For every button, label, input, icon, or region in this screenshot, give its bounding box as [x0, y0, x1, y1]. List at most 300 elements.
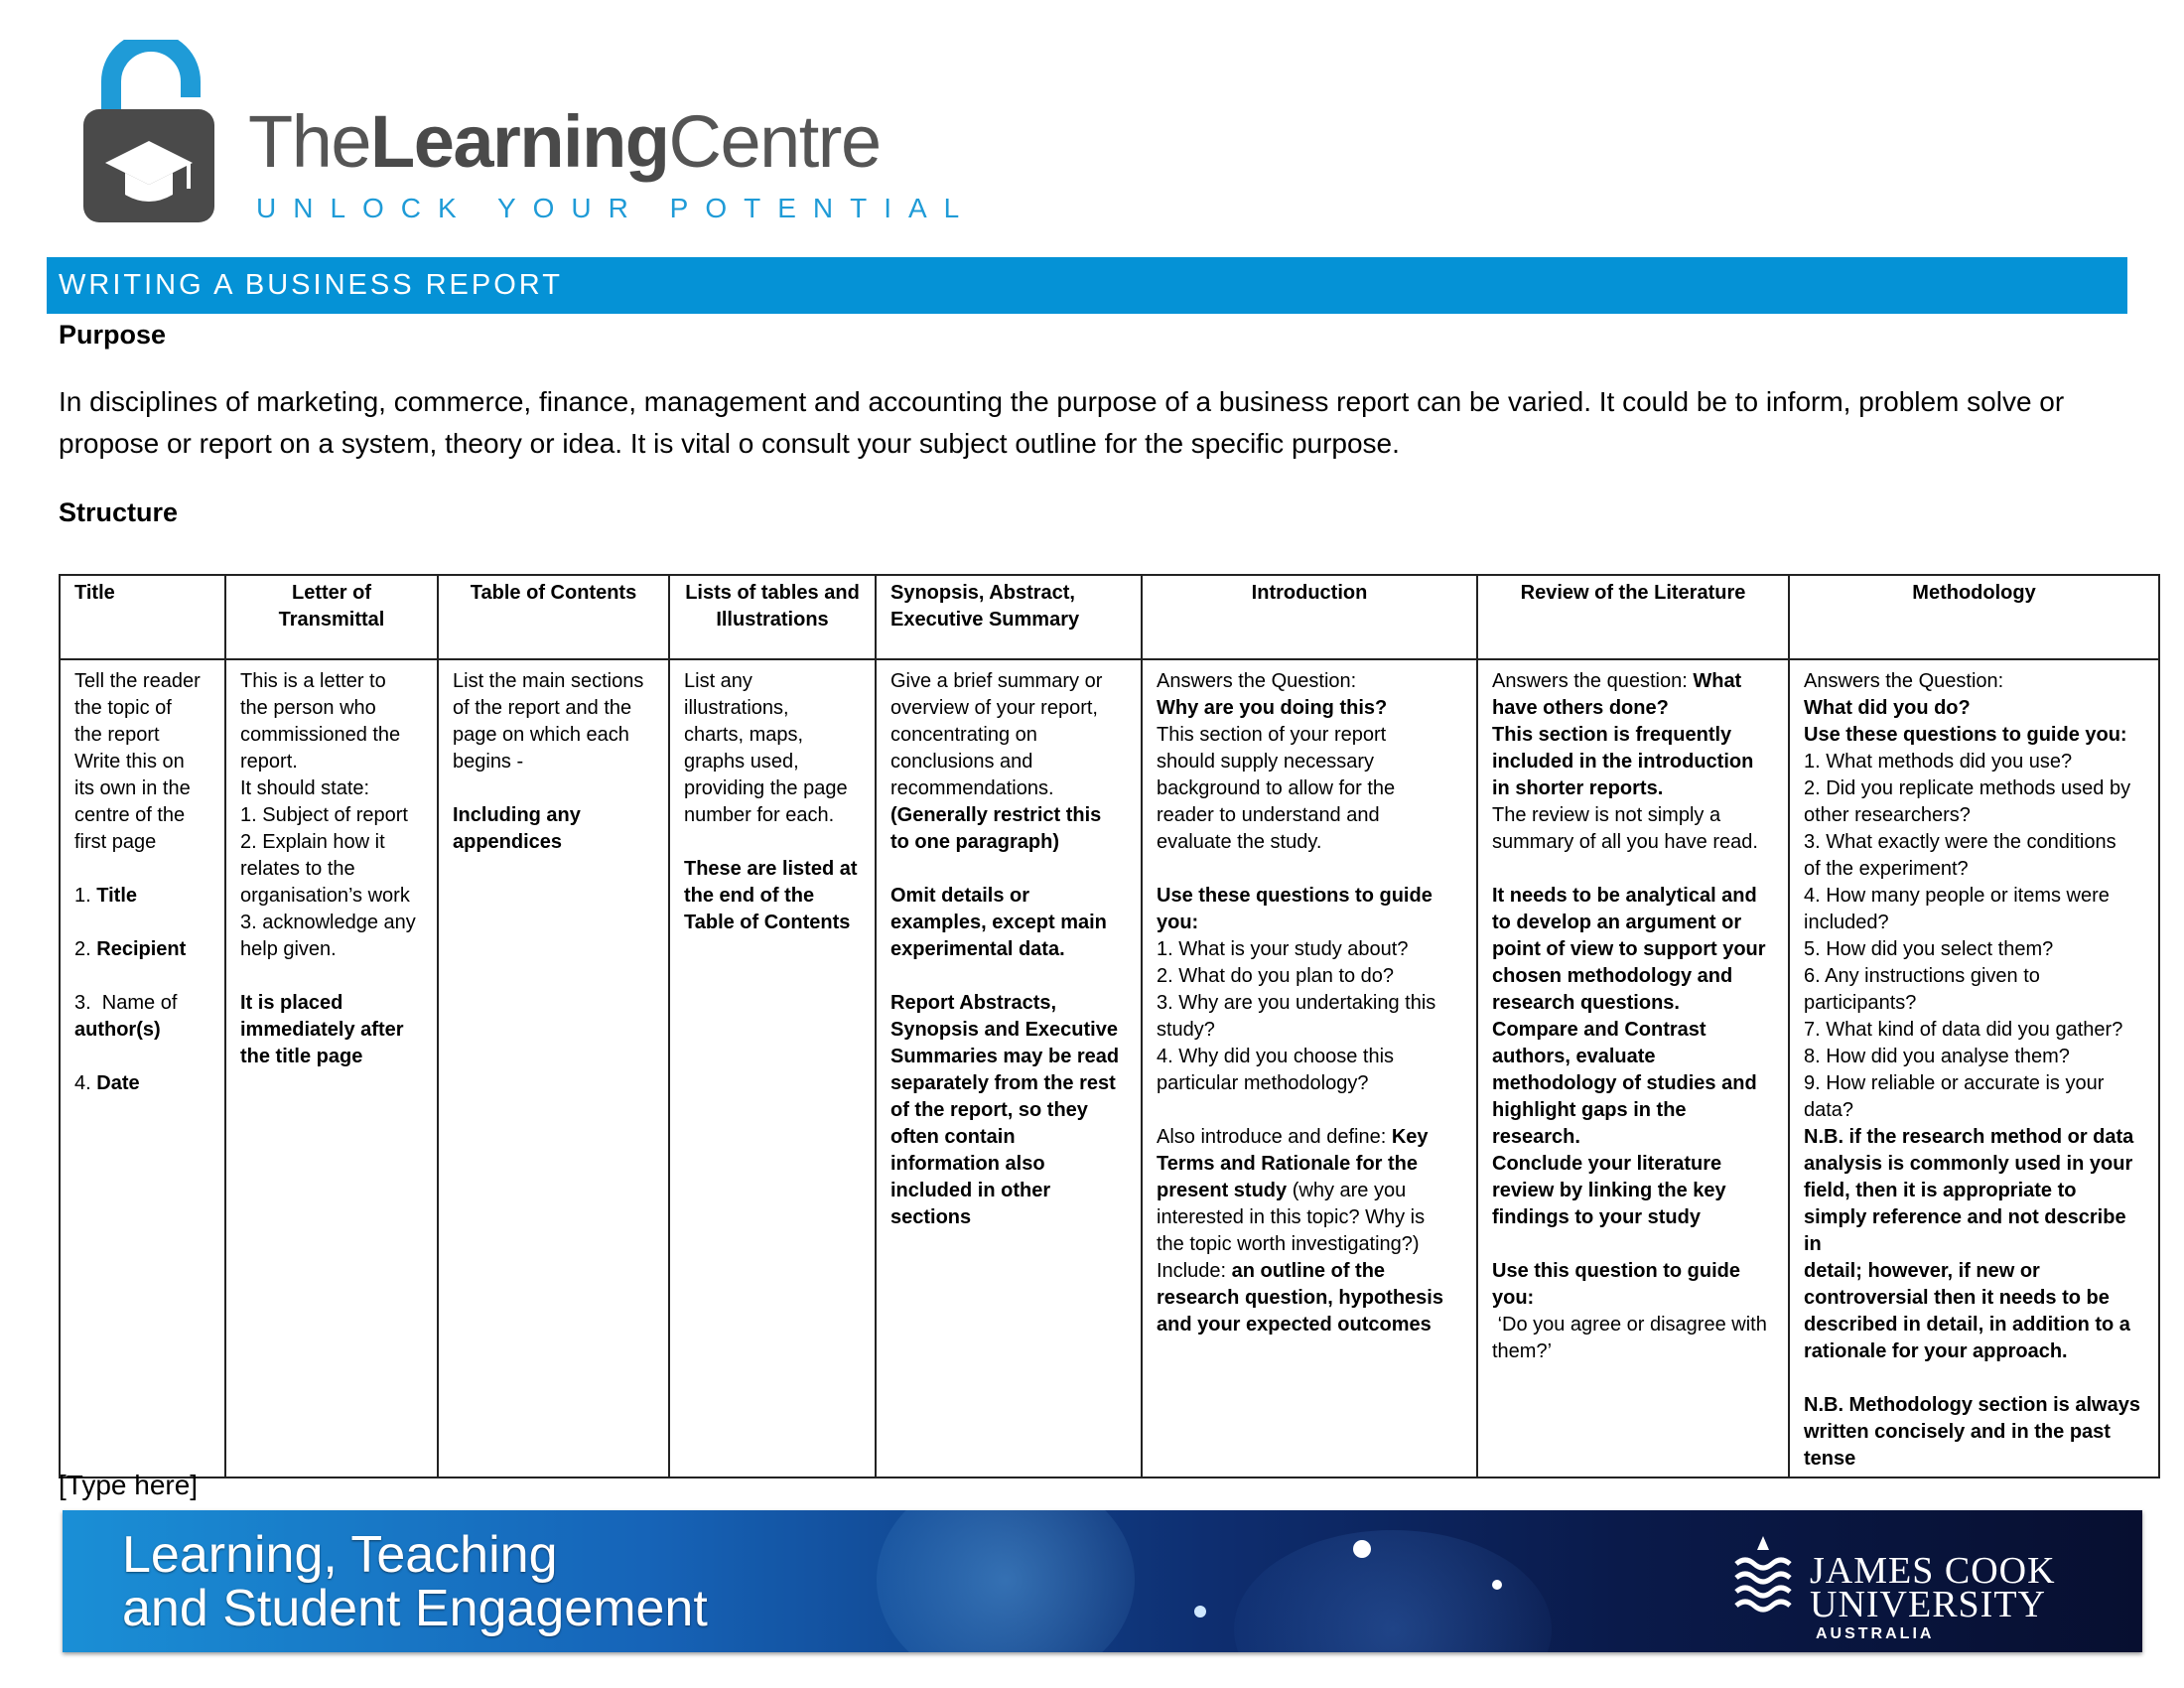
- cell-text-line: [1492, 749, 1774, 775]
- cell-text-line: [890, 802, 1127, 829]
- cell-text-line: [74, 963, 210, 990]
- cell-text-line: [890, 856, 1127, 883]
- cell-text-line: [1492, 668, 1774, 695]
- cell-text-segment: first page: [74, 831, 157, 853]
- cell-text-segment: Compare and Contrast: [1492, 1019, 1706, 1041]
- cell-text-segment: recommendations.: [890, 777, 1054, 799]
- cell-text-segment: the end of the: [684, 885, 815, 907]
- cell-text-line: [1157, 668, 1462, 695]
- cell-lists-of-tables: [669, 659, 876, 1477]
- cell-text-line: [1804, 1124, 2144, 1151]
- cell-text-line: [1804, 802, 2144, 829]
- cell-text-line: [1804, 936, 2144, 963]
- cell-text-line: [890, 990, 1127, 1017]
- cell-text-segment: and your expected outcomes: [1157, 1314, 1432, 1336]
- cell-text-line: [1492, 910, 1774, 936]
- cell-text-line: [890, 1178, 1127, 1204]
- university-country: AUSTRALIA: [1816, 1625, 1935, 1642]
- cell-text-segment: Answers the question:: [1492, 670, 1694, 692]
- cell-text-segment: tense: [1804, 1448, 1856, 1470]
- cell-text-line: [890, 695, 1127, 722]
- cell-text-segment: overview of your report,: [890, 697, 1098, 719]
- cell-text-line: [684, 883, 861, 910]
- cell-text-segment: Including any: [453, 804, 581, 826]
- cell-text-segment: report.: [240, 751, 298, 773]
- cell-text-segment: Tell the reader: [74, 670, 201, 692]
- cell-text-line: [453, 668, 654, 695]
- cell-text-line: [890, 722, 1127, 749]
- footer-light-dot: [1492, 1580, 1502, 1590]
- logo-tagline: UNLOCK YOUR POTENTIAL: [256, 193, 977, 223]
- cell-text-segment: interested in this topic? Why is: [1157, 1206, 1426, 1228]
- cell-text-line: [1804, 1419, 2144, 1446]
- cell-text-segment: 2. Explain how it: [240, 831, 385, 853]
- cell-text-line: [1492, 1338, 1774, 1365]
- cell-text-segment: help given.: [240, 938, 337, 960]
- university-name-line-1: JAMES COOK: [1810, 1550, 2056, 1592]
- cell-text-line: [74, 1017, 210, 1044]
- cell-text-segment: reader to understand and: [1157, 804, 1380, 826]
- cell-text-line: [1157, 1124, 1462, 1151]
- cell-text-line: [1157, 1285, 1462, 1312]
- cell-text-line: [1804, 749, 2144, 775]
- cell-text-line: [1492, 1178, 1774, 1204]
- cell-text-segment: 5. How did you select them?: [1804, 938, 2054, 960]
- cell-methodology: [1789, 659, 2159, 1477]
- cell-text-segment: methodology of studies and: [1492, 1072, 1757, 1094]
- cell-text-segment: What did you do?: [1804, 697, 1971, 719]
- column-header-title: Title: [60, 575, 225, 659]
- cell-title: [60, 659, 225, 1477]
- cell-text-segment: sections: [890, 1206, 972, 1228]
- cell-text-line: [1492, 695, 1774, 722]
- cell-text-line: [74, 749, 210, 775]
- cell-text-segment: 6. Any instructions given to: [1804, 965, 2040, 987]
- cell-text-segment: Write this on: [74, 751, 185, 773]
- cell-text-line: [1157, 963, 1462, 990]
- cell-text-line: [1157, 1097, 1462, 1124]
- cell-text-segment: authors, evaluate: [1492, 1046, 1656, 1067]
- cell-text-line: [1157, 1070, 1462, 1097]
- cell-text-line: [1492, 936, 1774, 963]
- cell-text-line: [890, 775, 1127, 802]
- cell-text-segment: included in the introduction: [1492, 751, 1754, 773]
- cell-text-line: [240, 775, 423, 802]
- footer-title-line-1: Learning, Teaching: [122, 1526, 558, 1584]
- cell-text-segment: analysis is commonly used in your: [1804, 1153, 2133, 1175]
- cell-text-segment: experimental data.: [890, 938, 1065, 960]
- cell-text-line: [1492, 1151, 1774, 1178]
- cell-text-line: [1492, 990, 1774, 1017]
- cell-text-segment: What: [1693, 670, 1742, 692]
- cell-text-segment: summary of all you have read.: [1492, 831, 1758, 853]
- structure-table: [59, 574, 2160, 1478]
- cell-text-line: [1492, 1070, 1774, 1097]
- cell-text-line: [453, 802, 654, 829]
- cell-text-segment: This section of your report: [1157, 724, 1387, 746]
- cell-text-segment: in shorter reports.: [1492, 777, 1664, 799]
- cell-text-segment: Omit details or: [890, 885, 1030, 907]
- cell-text-segment: immediately after: [240, 1019, 404, 1041]
- cell-text-segment: 4.: [74, 1072, 97, 1094]
- cell-text-segment: the title page: [240, 1046, 363, 1067]
- cell-text-line: [240, 963, 423, 990]
- cell-text-line: [684, 695, 861, 722]
- cell-text-segment: Title: [96, 885, 138, 907]
- cell-text-line: [74, 990, 210, 1017]
- cell-text-segment: an outline of the: [1231, 1260, 1386, 1282]
- cell-text-segment: 7. What kind of data did you gather?: [1804, 1019, 2123, 1041]
- cell-text-segment: It needs to be analytical and: [1492, 885, 1757, 907]
- cell-text-line: [1157, 910, 1462, 936]
- cell-text-segment: point of view to support your: [1492, 938, 1766, 960]
- footer-banner: [63, 1510, 2142, 1652]
- cell-text-segment: Synopsis and Executive: [890, 1019, 1118, 1041]
- cell-text-line: [74, 802, 210, 829]
- cell-text-line: [74, 668, 210, 695]
- cell-text-segment: providing the page: [684, 777, 848, 799]
- university-name-line-2: UNIVERSITY: [1810, 1584, 2046, 1625]
- cell-text-line: [1804, 1312, 2144, 1338]
- cell-text-line: [1492, 1017, 1774, 1044]
- cell-text-segment: 1. Subject of report: [240, 804, 408, 826]
- cell-text-segment: to develop an argument or: [1492, 912, 1742, 933]
- cell-text-segment: detail; however, if new or: [1804, 1260, 2040, 1282]
- cell-text-line: [1492, 1044, 1774, 1070]
- cell-text-segment: described in detail, in addition to a: [1804, 1314, 2130, 1336]
- cell-text-segment: the topic worth investigating?): [1157, 1233, 1420, 1255]
- cell-text-segment: centre of the: [74, 804, 186, 826]
- cell-text-line: [1157, 695, 1462, 722]
- cell-text-segment: 3. Name of: [74, 992, 178, 1014]
- cell-text-line: [240, 722, 423, 749]
- cell-text-segment: separately from the rest: [890, 1072, 1116, 1094]
- cell-text-segment: Use this question to guide: [1492, 1260, 1741, 1282]
- cell-text-line: [1492, 829, 1774, 856]
- cell-text-line: [1492, 963, 1774, 990]
- cell-text-segment: evaluate the study.: [1157, 831, 1322, 853]
- footer-title: [122, 1528, 708, 1635]
- column-header-synopsis: Synopsis, Abstract, Executive Summary: [876, 575, 1142, 659]
- column-header-literature-review: Review of the Literature: [1477, 575, 1789, 659]
- cell-text-segment: relates to the: [240, 858, 355, 880]
- cell-text-segment: author(s): [74, 1019, 161, 1041]
- cell-text-line: [890, 963, 1127, 990]
- cell-text-segment: 3. Why are you undertaking this: [1157, 992, 1436, 1014]
- cell-text-line: [1804, 1044, 2144, 1070]
- cell-text-segment: of the report, so they: [890, 1099, 1088, 1121]
- cell-text-line: [890, 1070, 1127, 1097]
- cell-text-segment: begins -: [453, 751, 524, 773]
- cell-text-segment: ‘Do you agree or disagree with: [1492, 1314, 1767, 1336]
- column-header-introduction: Introduction: [1142, 575, 1477, 659]
- cell-text-segment: research questions.: [1492, 992, 1680, 1014]
- cell-text-segment: 9. How reliable or accurate is your: [1804, 1072, 2105, 1094]
- cell-text-segment: research question, hypothesis: [1157, 1287, 1443, 1309]
- cell-text-line: [453, 775, 654, 802]
- cell-text-line: [1804, 1017, 2144, 1044]
- cell-text-segment: Answers the Question:: [1804, 670, 2004, 692]
- document-title-banner: WRITING A BUSINESS REPORT: [47, 257, 2127, 314]
- cell-text-segment: Use these questions to guide you:: [1804, 724, 2127, 746]
- cell-text-line: [1492, 802, 1774, 829]
- cell-text-line: [240, 936, 423, 963]
- cell-text-line: [684, 829, 861, 856]
- cell-text-line: [240, 856, 423, 883]
- cell-text-segment: conclusions and: [890, 751, 1033, 773]
- cell-text-segment: It should state:: [240, 777, 370, 799]
- cell-text-line: [240, 1044, 423, 1070]
- cell-text-segment: you:: [1492, 1287, 1535, 1309]
- cell-text-segment: research.: [1492, 1126, 1580, 1148]
- cell-text-line: [1157, 722, 1462, 749]
- cell-synopsis: [876, 659, 1142, 1477]
- cell-text-line: [453, 695, 654, 722]
- cell-text-line: [74, 1044, 210, 1070]
- cell-text-line: [1804, 1446, 2144, 1473]
- cell-text-line: [74, 722, 210, 749]
- cell-text-line: [74, 936, 210, 963]
- cell-table-of-contents: [438, 659, 669, 1477]
- type-here-placeholder[interactable]: [Type here]: [59, 1470, 199, 1500]
- cell-text-line: [240, 883, 423, 910]
- column-header-table-of-contents: Table of Contents: [438, 575, 669, 659]
- footer-light-glow: [1234, 1530, 1552, 1652]
- cell-text-segment: 4. Why did you choose this: [1157, 1046, 1395, 1067]
- cell-text-line: [453, 749, 654, 775]
- cell-text-segment: illustrations,: [684, 697, 789, 719]
- cell-text-segment: page on which each: [453, 724, 629, 746]
- cell-text-segment: field, then it is appropriate to: [1804, 1180, 2077, 1201]
- column-header-lists-of-tables: Lists of tables and Illustrations: [669, 575, 876, 659]
- cell-text-segment: 1.: [74, 885, 97, 907]
- padlock-graduation-cap-icon: [81, 40, 220, 228]
- cell-text-line: [1804, 695, 2144, 722]
- cell-text-segment: 1. What is your study about?: [1157, 938, 1409, 960]
- footer-light-dot: [1353, 1540, 1371, 1558]
- cell-text-line: [74, 910, 210, 936]
- structure-heading: Structure: [59, 497, 179, 527]
- cell-text-segment: appendices: [453, 831, 563, 853]
- cell-text-segment: included in other: [890, 1180, 1051, 1201]
- cell-text-line: [890, 1017, 1127, 1044]
- cell-text-line: [1157, 1044, 1462, 1070]
- cell-literature-review: [1477, 659, 1789, 1477]
- cell-text-line: [1804, 963, 2144, 990]
- cell-text-line: [1157, 1204, 1462, 1231]
- cell-text-line: [74, 883, 210, 910]
- cell-text-segment: background to allow for the: [1157, 777, 1396, 799]
- cell-text-line: [453, 829, 654, 856]
- cell-text-line: [890, 1097, 1127, 1124]
- cell-text-segment: 4. How many people or items were: [1804, 885, 2110, 907]
- cell-text-line: [74, 1070, 210, 1097]
- cell-text-line: [1492, 856, 1774, 883]
- cell-text-line: [1157, 775, 1462, 802]
- cell-text-line: [453, 722, 654, 749]
- cell-text-segment: (why are you: [1287, 1180, 1407, 1201]
- university-name: [1810, 1550, 2056, 1625]
- cell-text-line: [890, 1151, 1127, 1178]
- cell-text-line: [890, 1044, 1127, 1070]
- cell-text-segment: simply reference and not describe in: [1804, 1206, 2132, 1255]
- cell-text-line: [1157, 856, 1462, 883]
- cell-text-segment: included?: [1804, 912, 1889, 933]
- cell-text-segment: Answers the Question:: [1157, 670, 1357, 692]
- cell-text-line: [74, 856, 210, 883]
- cell-introduction: [1142, 659, 1477, 1477]
- cell-text-line: [240, 668, 423, 695]
- cell-text-line: [74, 775, 210, 802]
- cell-text-line: [684, 802, 861, 829]
- cell-text-line: [1804, 1258, 2144, 1285]
- cell-letter-of-transmittal: [225, 659, 438, 1477]
- cell-text-segment: written concisely and in the past: [1804, 1421, 2111, 1443]
- cell-text-line: [684, 722, 861, 749]
- cell-text-line: [1804, 1151, 2144, 1178]
- cell-text-segment: number for each.: [684, 804, 835, 826]
- cell-text-line: [890, 1124, 1127, 1151]
- cell-text-line: [1492, 1097, 1774, 1124]
- cell-text-line: [1157, 802, 1462, 829]
- cell-text-segment: graphs used,: [684, 751, 799, 773]
- cell-text-segment: Key: [1391, 1126, 1429, 1148]
- jcu-wave-emblem-icon: [1728, 1530, 1798, 1629]
- cell-text-line: [1157, 990, 1462, 1017]
- cell-text-line: [890, 936, 1127, 963]
- cell-text-segment: 2. Did you replicate methods used by: [1804, 777, 2131, 799]
- cell-text-segment: you:: [1157, 912, 1199, 933]
- cell-text-segment: 2. What do you plan to do?: [1157, 965, 1395, 987]
- cell-text-segment: should supply necessary: [1157, 751, 1375, 773]
- cell-text-segment: Recipient: [96, 938, 187, 960]
- cell-text-segment: 2.: [74, 938, 97, 960]
- cell-text-line: [1804, 1392, 2144, 1419]
- cell-text-segment: have others done?: [1492, 697, 1669, 719]
- cell-text-segment: List the main sections: [453, 670, 644, 692]
- cell-text-segment: List any: [684, 670, 752, 692]
- cell-text-line: [1804, 668, 2144, 695]
- cell-text-segment: This is a letter to: [240, 670, 386, 692]
- logo-wordmark: [248, 100, 881, 183]
- cell-text-line: [1804, 1178, 2144, 1204]
- cell-text-segment: It is placed: [240, 992, 343, 1014]
- cell-text-line: [1804, 1285, 2144, 1312]
- cell-text-line: [890, 829, 1127, 856]
- cell-text-line: [1492, 775, 1774, 802]
- cell-text-segment: Date: [96, 1072, 140, 1094]
- cell-text-segment: Also introduce and define:: [1157, 1126, 1392, 1148]
- cell-text-line: [240, 749, 423, 775]
- purpose-heading: Purpose: [59, 320, 167, 350]
- cell-text-segment: Conclude your literature: [1492, 1153, 1722, 1175]
- footer-title-line-2: and Student Engagement: [122, 1580, 708, 1637]
- column-header-methodology: Methodology: [1789, 575, 2159, 659]
- cell-text-segment: (Generally restrict this: [890, 804, 1102, 826]
- cell-text-line: [1157, 829, 1462, 856]
- cell-text-segment: Use these questions to guide: [1157, 885, 1433, 907]
- cell-text-line: [1157, 749, 1462, 775]
- cell-text-segment: charts, maps,: [684, 724, 804, 746]
- cell-text-line: [1804, 883, 2144, 910]
- cell-text-line: [684, 668, 861, 695]
- cell-text-segment: Terms and Rationale for the: [1157, 1153, 1419, 1175]
- cell-text-segment: Summaries may be read: [890, 1046, 1120, 1067]
- cell-text-segment: 1. What methods did you use?: [1804, 751, 2073, 773]
- cell-text-segment: 8. How did you analyse them?: [1804, 1046, 2070, 1067]
- column-header-letter-of-transmittal: Letter of Transmittal: [225, 575, 438, 659]
- cell-text-line: [240, 1017, 423, 1044]
- cell-text-segment: chosen methodology and: [1492, 965, 1733, 987]
- cell-text-line: [1157, 936, 1462, 963]
- cell-text-segment: These are listed at: [684, 858, 858, 880]
- cell-text-segment: Give a brief summary or: [890, 670, 1103, 692]
- cell-text-segment: often contain: [890, 1126, 1016, 1148]
- cell-text-segment: concentrating on: [890, 724, 1037, 746]
- cell-text-segment: the report: [74, 724, 160, 746]
- cell-text-line: [1492, 1204, 1774, 1231]
- cell-text-line: [1492, 1124, 1774, 1151]
- structure-header-row: [60, 575, 2159, 659]
- cell-text-segment: to one paragraph): [890, 831, 1060, 853]
- cell-text-line: [1804, 829, 2144, 856]
- cell-text-line: [240, 990, 423, 1017]
- cell-text-segment: Include:: [1157, 1260, 1232, 1282]
- cell-text-line: [240, 695, 423, 722]
- cell-text-segment: information also: [890, 1153, 1045, 1175]
- cell-text-line: [684, 856, 861, 883]
- logo-word-learning: Learning: [370, 100, 669, 183]
- cell-text-segment: examples, except main: [890, 912, 1107, 933]
- cell-text-line: [684, 775, 861, 802]
- learning-centre-logo: [81, 40, 977, 238]
- cell-text-line: [1157, 1312, 1462, 1338]
- cell-text-segment: particular methodology?: [1157, 1072, 1369, 1094]
- purpose-paragraph: In disciplines of marketing, commerce, finance, management and accounting the purpose of a business report can be varied. It could be to inform, problem solve or propose or report on a system, theory or idea. It is vital o consult your subject outline for the specific purpose.: [59, 386, 2065, 459]
- cell-text-segment: organisation’s work: [240, 885, 410, 907]
- cell-text-segment: of the experiment?: [1804, 858, 1969, 880]
- cell-text-line: [240, 802, 423, 829]
- cell-text-line: [1804, 1204, 2144, 1258]
- cell-text-segment: 3. acknowledge any: [240, 912, 416, 933]
- cell-text-line: [74, 829, 210, 856]
- cell-text-line: [890, 668, 1127, 695]
- cell-text-segment: findings to your study: [1492, 1206, 1701, 1228]
- cell-text-line: [890, 1204, 1127, 1231]
- cell-text-segment: data?: [1804, 1099, 1854, 1121]
- cell-text-line: [1157, 883, 1462, 910]
- cell-text-segment: Report Abstracts,: [890, 992, 1057, 1014]
- cell-text-line: [890, 910, 1127, 936]
- cell-text-line: [1157, 1151, 1462, 1178]
- cell-text-line: [1157, 1178, 1462, 1204]
- cell-text-line: [1804, 856, 2144, 883]
- cell-text-line: [1804, 775, 2144, 802]
- cell-text-segment: N.B. Methodology section is always: [1804, 1394, 2140, 1416]
- cell-text-line: [1492, 722, 1774, 749]
- cell-text-line: [890, 883, 1127, 910]
- footer-light-glow: [877, 1510, 1135, 1652]
- cell-text-segment: This section is frequently: [1492, 724, 1732, 746]
- cell-text-line: [1492, 1231, 1774, 1258]
- cell-text-segment: The review is not simply a: [1492, 804, 1721, 826]
- cell-text-line: [1804, 910, 2144, 936]
- cell-text-segment: highlight gaps in the: [1492, 1099, 1687, 1121]
- cell-text-segment: Why are you doing this?: [1157, 697, 1388, 719]
- cell-text-line: [1492, 1258, 1774, 1285]
- cell-text-line: [1804, 722, 2144, 749]
- footer-light-dot: [1194, 1606, 1206, 1618]
